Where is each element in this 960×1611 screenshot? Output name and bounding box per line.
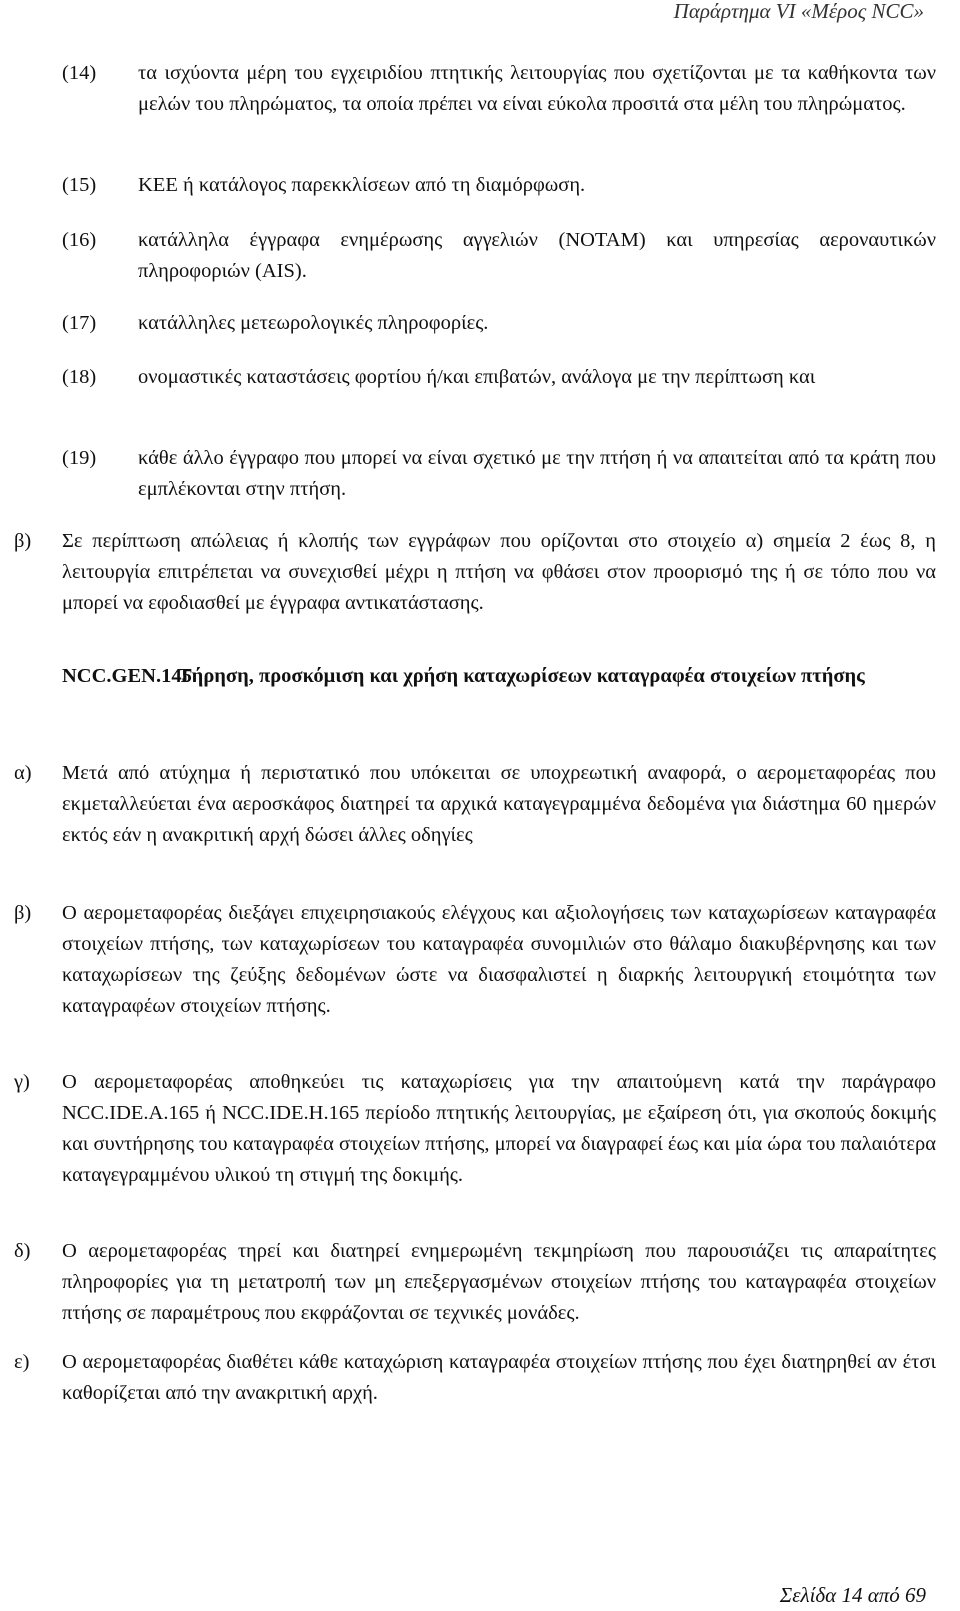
page-header: Παράρτημα VI «Μέρος NCC» [673,0,924,23]
list-item-text: ΚΕΕ ή κατάλογος παρεκκλίσεων από τη διαμόρφωση. [138,174,586,196]
list-item-17 [62,308,936,339]
list-item-number: (18) [62,366,97,388]
list-item-number: (17) [62,312,97,334]
section-title: Τήρηση, προσκόμιση και χρήση καταχωρίσεων καταγραφέα στοιχείων πτήσης [178,665,865,687]
section-paragraph-e [14,1347,936,1409]
list-item-15 [62,170,936,201]
page-footer: Σελίδα 14 από 69 [779,1583,926,1607]
section-paragraph-b [14,898,936,1022]
list-item-text: κατάλληλα έγγραφα ενημέρωσης αγγελιών (NOTAM) και υπηρεσίας αεροναυτικών πληροφοριών (AIS). [138,229,936,282]
list-item-14 [62,58,936,120]
paragraph-label: β) [14,530,32,552]
section-code: NCC.GEN.145 [62,665,192,687]
list-item-text: ονομαστικές καταστάσεις φορτίου ή/και επιβατών, ανάλογα με την περίπτωση και [138,366,816,388]
list-item-number: (16) [62,229,97,251]
section-paragraph-a [14,758,936,851]
paragraph-label: δ) [14,1240,31,1262]
list-item-text: κατάλληλες μετεωρολογικές πληροφορίες. [138,312,489,334]
section-paragraph-d [14,1236,936,1329]
paragraph-label: γ) [14,1071,30,1093]
list-item-text: τα ισχύοντα μέρη του εγχειριδίου πτητικής λειτουργίας που σχετίζονται με τα καθήκοντα των μελών του πληρώματος, τα οποία πρέπει να είναι εύκολα προσιτά στα μέλη του πληρώματος. [138,62,936,115]
paragraph-label: β) [14,902,32,924]
paragraph-text: Ο αερομεταφορέας διαθέτει κάθε καταχώριση καταγραφέα στοιχείων πτήσης που έχει διατηρηθεί αν έτσι καθορίζεται από την ανακριτική αρχή. [62,1351,936,1404]
list-item-18 [62,362,936,393]
section-heading [62,661,936,692]
section-paragraph-c [14,1067,936,1191]
paragraph-text: Σε περίπτωση απώλειας ή κλοπής των εγγράφων που ορίζονται στο στοιχείο α) σημεία 2 έως 8, η λειτουργία επιτρέπεται να συνεχισθεί μέχρι η πτήση να φθάσει στον προορισμό της ή σε τόπο που να μπορεί να εφοδιασθεί με έγγραφα αντικατάστασης. [62,530,936,614]
paragraph-text: Ο αερομεταφορέας διεξάγει επιχειρησιακούς ελέγχους και αξιολογήσεις των καταχωρίσεων καταγραφέα στοιχείων πτήσης, των καταχωρίσεων του καταγραφέα συνομιλιών στο θάλαμο διακυβέρνησης και των καταχωρίσεων της ζεύξης δεδομένων ώστε να διασφαλιστεί η διαρκής λειτουργική ετοιμότητα των καταγραφέων στοιχείων πτήσης. [62,902,936,1017]
paragraph-b [14,526,936,619]
paragraph-label: α) [14,762,32,784]
list-item-number: (14) [62,62,97,84]
paragraph-text: Μετά από ατύχημα ή περιστατικό που υπόκειται σε υποχρεωτική αναφορά, ο αερομεταφορέας που εκμεταλλεύεται ένα αεροσκάφος διατηρεί τα αρχικά καταγεγραμμένα δεδομένα για διάστημα 60 ημερών εκτός εάν η ανακριτική αρχή δώσει άλλες οδηγίες [62,762,936,846]
list-item-number: (19) [62,447,97,469]
list-item-number: (15) [62,174,97,196]
list-item-text: κάθε άλλο έγγραφο που μπορεί να είναι σχετικό με την πτήση ή να απαιτείται από τα κράτη που εμπλέκονται στην πτήση. [138,447,936,500]
paragraph-text: Ο αερομεταφορέας τηρεί και διατηρεί ενημερωμένη τεκμηρίωση που παρουσιάζει τις απαραίτητες πληροφορίες για τη μετατροπή των μη επεξεργασμένων στοιχείων πτήσης του καταγραφέα στοιχείων πτήσης σε παραμέτρους που εκφράζονται σε τεχνικές μονάδες. [62,1240,936,1324]
list-item-16 [62,225,936,287]
list-item-19 [62,443,936,505]
paragraph-label: ε) [14,1351,30,1373]
paragraph-text: Ο αερομεταφορέας αποθηκεύει τις καταχωρίσεις για την απαιτούμενη κατά την παράγραφο NCC.IDE.A.165 ή NCC.IDE.H.165 περίοδο πτητικής λειτουργίας, με εξαίρεση ότι, για σκοπούς δοκιμής και συντήρησης του καταγραφέα στοιχείων πτήσης, μπορεί να διαγραφεί έως και μία ώρα του παλαιότερα καταγεγραμμένου υλικού τη στιγμή της δοκιμής. [62,1071,936,1186]
